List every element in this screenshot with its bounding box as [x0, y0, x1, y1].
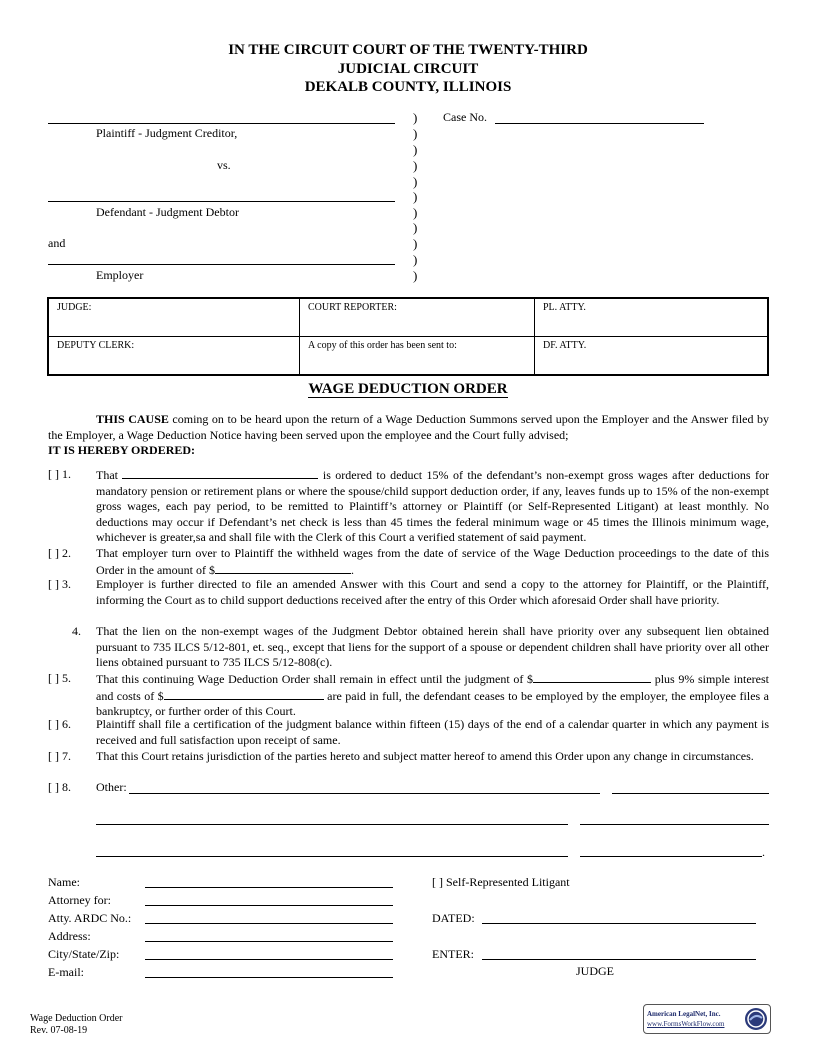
item-text: That employer turn over to Plaintiff the withheld wages from the date of service of the Wage Deduction proceedings to the date of this Order in the amount of $ [96, 546, 769, 577]
ordered-heading: IT IS HEREBY ORDERED: [48, 443, 196, 457]
item-checkbox[interactable]: [ ] 5. [48, 671, 71, 685]
caption-paren: ) [413, 268, 418, 283]
caption-paren: ) [413, 205, 418, 220]
item-text: plus 9% simple interest and costs of $ [96, 672, 769, 703]
case-no-label: Case No. [443, 110, 487, 124]
globe-icon [744, 1007, 768, 1031]
item-checkbox[interactable]: [ ] 3. [48, 577, 71, 591]
american-legalnet-logo[interactable] [643, 1004, 771, 1034]
intro-paragraph [48, 412, 769, 443]
item-number: 4. [72, 624, 81, 638]
item-text: That this Court retains jurisdiction of the parties hereto and subject matter hereof to amend this Order upon any change in circumstances. [96, 749, 754, 763]
and-label: and [48, 236, 66, 250]
attorney-for-label: Attorney for: [48, 893, 111, 907]
copy-sent-label: A copy of this order has been sent to: [308, 340, 457, 351]
item-checkbox[interactable]: [ ] 1. [48, 467, 71, 481]
other-line[interactable] [580, 856, 762, 857]
caption-paren: ) [413, 174, 418, 189]
other-line[interactable] [96, 856, 568, 857]
name-label: Name: [48, 875, 80, 889]
df-atty-cell[interactable] [535, 337, 769, 376]
email-line[interactable] [145, 977, 393, 978]
judge-signature-label: JUDGE [576, 964, 614, 978]
item-text: That this continuing Wage Deduction Order shall remain in effect until the judgment of $ [96, 672, 534, 686]
defendant-name-line[interactable] [48, 201, 395, 202]
intro-text: coming on to be heard upon the return of a Wage Deduction Summons served upon the Employer and the Answer filed by the Employer, a Wage Deduction Notice having been served upon the employee and the Court fully advised; [48, 412, 769, 442]
atty-ardc-label: Atty. ARDC No.: [48, 911, 132, 925]
item-text: are paid in full, the defendant ceases to be employed by the employer, the employee files a bankruptcy, or further order of this Court. [96, 688, 769, 719]
item-text: Plaintiff shall file a certification of the judgment balance within fifteen (15) days of the end of a calendar quarter in which any payment is received and full satisfaction upon receipt of same. [96, 717, 769, 747]
employer-name-blank[interactable] [122, 467, 318, 479]
caption-paren: ) [413, 158, 418, 173]
other-line[interactable] [612, 793, 769, 794]
name-line[interactable] [145, 887, 393, 888]
enter-line[interactable] [482, 959, 756, 960]
address-label: Address: [48, 929, 91, 943]
item-checkbox[interactable]: [ ] 8. [48, 780, 71, 794]
caption-paren: ) [413, 236, 418, 251]
defendant-label: Defendant - Judgment Debtor [96, 205, 239, 219]
other-end-period: . [762, 845, 765, 859]
address-line[interactable] [145, 941, 393, 942]
item-checkbox[interactable]: [ ] 7. [48, 749, 71, 763]
item-text: That [96, 468, 118, 482]
df-atty-label: DF. ATTY. [543, 340, 587, 351]
judgment-amount-blank[interactable] [533, 671, 651, 683]
county-line: DEKALB COUNTY, ILLINOIS [304, 79, 512, 95]
logo-company: American LegalNet, Inc. [647, 1010, 721, 1018]
court-reporter-label: COURT REPORTER: [308, 302, 397, 313]
caption-paren: ) [413, 252, 418, 267]
vs-label: vs. [217, 158, 231, 172]
item-text: . [350, 562, 354, 577]
item-text: That the lien on the non-exempt wages of the Judgment Debtor obtained herein shall have priority over any subsequent lien obtained pursuant to 735 ILCS 5/12-801, et. seq., except that liens for the support of a spouse or dependent children shall have priority over all other liens obtained pursuant to 735 ILCS 5/12-808(c). [96, 624, 769, 670]
caption-paren: ) [413, 126, 418, 141]
employer-name-line[interactable] [48, 264, 395, 265]
deputy-clerk-label: DEPUTY CLERK: [57, 340, 135, 351]
atty-ardc-line[interactable] [145, 923, 393, 924]
employer-label: Employer [96, 268, 144, 282]
dated-line[interactable] [482, 923, 756, 924]
caption-paren: ) [413, 142, 418, 157]
city-state-zip-line[interactable] [145, 959, 393, 960]
judge-cell[interactable] [48, 298, 300, 337]
email-label: E-mail: [48, 965, 84, 979]
deputy-clerk-cell[interactable] [48, 337, 300, 376]
city-state-zip-label: City/State/Zip: [48, 947, 120, 961]
plaintiff-name-line[interactable] [48, 123, 395, 124]
item-text: is ordered to deduct 15% of the defendant’s non-exempt gross wages after deductions for mandatory pension or retirement plans or where the spouse/child support deduction order, if any, leaves funds up to 15% of the non-exempt gross wages, each pay period, to be remitted to Plaintiff’s attorney or Plaintiff (or Self-Represented Litigant) at least monthly. No deductions may occur if Defendant’s net check is less than 45 times the federal minimum wage or 45 times the Illinois minimum wage, whichever is greater,sa and shall file with the Clerk of this Court a verified statement of said payment. [96, 468, 769, 545]
revision-date: Rev. 07-08-19 [30, 1025, 88, 1036]
plaintiff-label: Plaintiff - Judgment Creditor, [96, 126, 238, 140]
this-cause-label: THIS CAUSE [96, 412, 169, 426]
copy-sent-cell[interactable] [300, 337, 535, 376]
page-title: WAGE DEDUCTION ORDER [308, 381, 508, 397]
item-text: Employer is further directed to file an amended Answer with this Court and send a copy to the attorney for Plaintiff, or the Plaintiff, informing the Court as to child support deductions received after the entry of this Order which aforesaid Order shall have priority. [96, 577, 769, 607]
attorney-for-line[interactable] [145, 905, 393, 906]
item-checkbox[interactable]: [ ] 2. [48, 546, 71, 560]
self-represented-checkbox[interactable]: [ ] Self-Represented Litigant [432, 875, 570, 889]
judge-label: JUDGE: [57, 302, 92, 313]
withheld-amount-blank[interactable] [215, 562, 351, 574]
court-reporter-cell[interactable] [300, 298, 535, 337]
caption-paren: ) [413, 220, 418, 235]
case-no-line[interactable] [495, 123, 704, 124]
court-name-line-2: JUDICIAL CIRCUIT [337, 61, 479, 77]
caption-paren: ) [413, 189, 418, 204]
court-name-line-1: IN THE CIRCUIT COURT OF THE TWENTY-THIRD [228, 42, 588, 58]
other-line[interactable] [580, 824, 769, 825]
caption-paren: ) [413, 110, 418, 125]
pl-atty-label: PL. ATTY. [543, 302, 586, 313]
dated-label: DATED: [432, 911, 475, 925]
form-name: Wage Deduction Order [30, 1013, 123, 1024]
other-line[interactable] [96, 824, 568, 825]
item-text: Other: [96, 780, 127, 794]
costs-amount-blank[interactable] [164, 688, 324, 700]
other-line[interactable] [129, 793, 600, 794]
court-info-table [47, 297, 769, 376]
logo-url[interactable]: www.FormsWorkFlow.com [647, 1020, 725, 1028]
pl-atty-cell[interactable] [535, 298, 769, 337]
enter-label: ENTER: [432, 947, 474, 961]
item-checkbox[interactable]: [ ] 6. [48, 717, 71, 731]
